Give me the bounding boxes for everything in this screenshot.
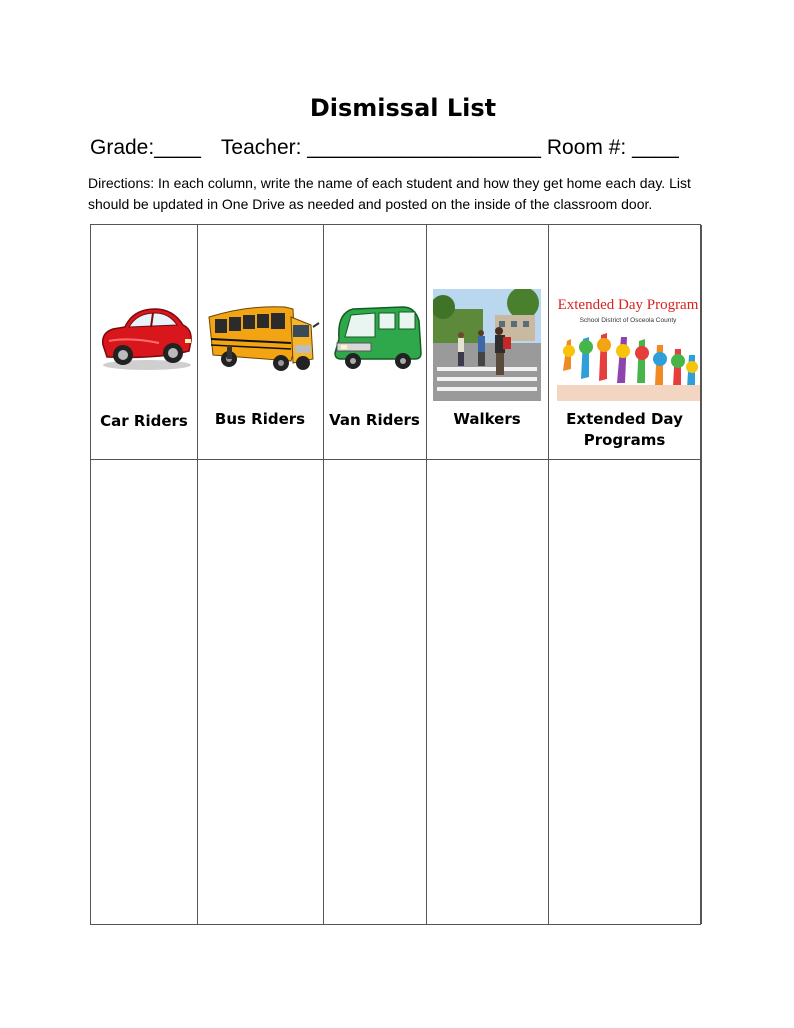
column-label-extended-day-line2: Programs bbox=[583, 431, 666, 449]
teacher-field[interactable]: Teacher: ____________________ bbox=[220, 136, 541, 159]
column-van-riders bbox=[323, 225, 427, 924]
green-van-icon bbox=[331, 303, 423, 373]
column-label-walkers: Walkers bbox=[453, 410, 521, 428]
page-title: Dismissal List bbox=[309, 94, 497, 122]
directions-text: Directions: In each column, write the name of each student and how they get home each day. List should be updated in One Drive as needed and posted on the inside of the classroom door. bbox=[88, 175, 691, 212]
column-label-car-riders: Car Riders bbox=[100, 412, 188, 430]
column-extended-day-programs bbox=[548, 225, 702, 924]
header-fields bbox=[90, 136, 679, 160]
column-label-extended-day-line1: Extended Day bbox=[566, 410, 683, 428]
grade-field[interactable]: Grade:____ bbox=[90, 136, 201, 159]
room-field[interactable]: Room #: ____ bbox=[546, 136, 679, 159]
column-walkers bbox=[426, 225, 549, 924]
logo-subtitle: School District of Osceola County bbox=[579, 317, 677, 324]
extended-day-program-logo bbox=[557, 289, 700, 401]
red-car-icon bbox=[99, 301, 195, 373]
walking-students-photo bbox=[433, 289, 541, 401]
column-bus-riders bbox=[197, 225, 324, 924]
dismissal-table bbox=[90, 224, 701, 925]
school-bus-icon bbox=[207, 303, 321, 373]
column-label-van-riders: Van Riders bbox=[329, 411, 420, 429]
logo-title: Extended Day Program bbox=[557, 297, 699, 313]
header-row-divider bbox=[91, 459, 700, 460]
column-label-bus-riders: Bus Riders bbox=[214, 410, 306, 428]
column-car-riders bbox=[91, 225, 198, 924]
